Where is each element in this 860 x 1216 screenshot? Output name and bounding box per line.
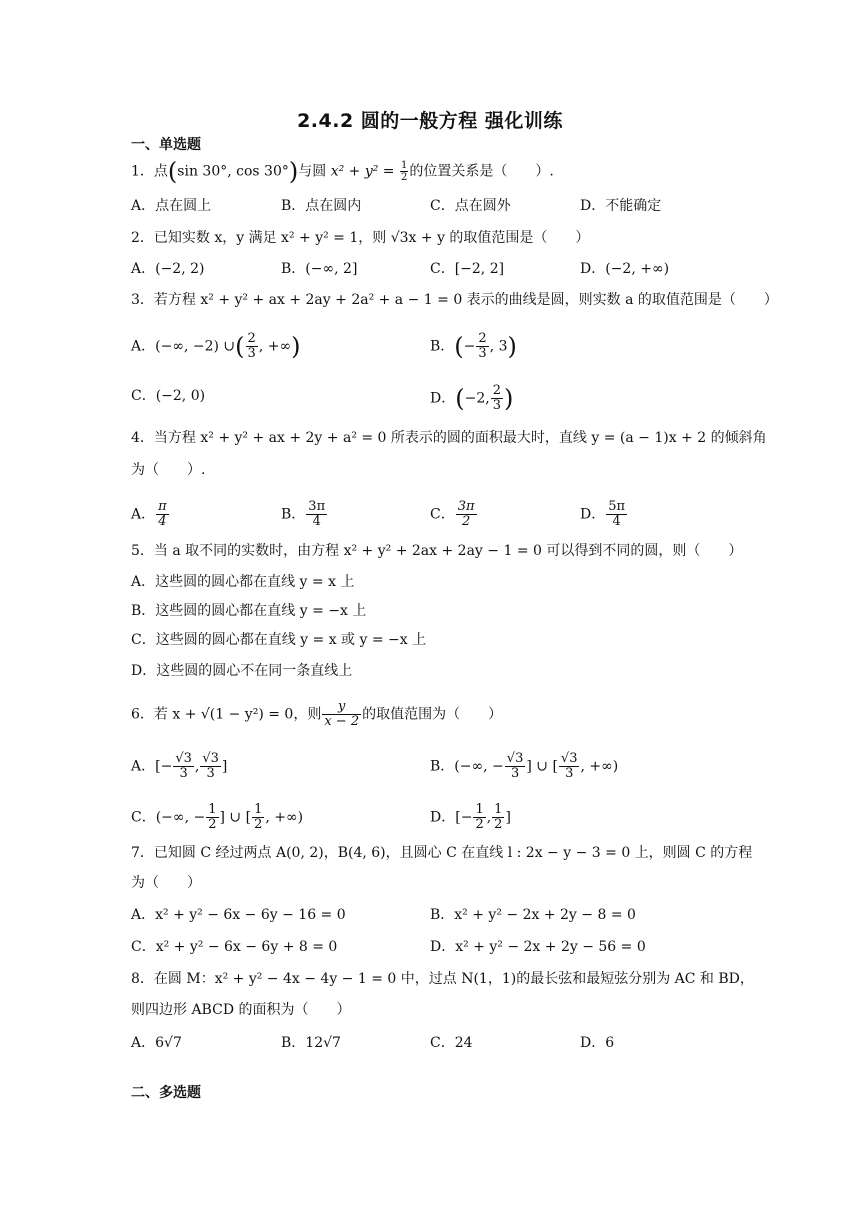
question-5-stem: 5．当 a 取不同的实数时，由方程 x² + y² + 2ax + 2ay − 1 = 0 可以得到不同的圆，则（ ） (131, 543, 743, 559)
section-single-choice: 一、单选题 (131, 137, 201, 153)
q7-option-a[interactable]: A．x² + y² − 6x − 6y − 16 = 0 (131, 907, 346, 923)
q2-option-d[interactable]: D．(−2, +∞) (580, 261, 670, 277)
q4-option-b[interactable]: B． $\frac{3\pi}{4}$ (281, 499, 326, 529)
question-1-stem: 1．点(sin 30°, cos 30°)与圆 x² + y² = $\frac{1}{2}$ 的位置关系是（ ）. (131, 157, 554, 186)
question-3-stem: 3．若方程 x² + y² + ax + 2ay + 2a² + a − 1 = 0 表示的曲线是圆，则实数 a 的取值范围是（ ） (131, 292, 778, 308)
q6-option-a[interactable]: A．[− $\frac{√3}{3}$ , $\frac{√3}{3}$ ] (131, 751, 228, 781)
q7-option-c[interactable]: C．x² + y² − 6x − 6y + 8 = 0 (131, 939, 338, 955)
page-title: 2.4.2 圆的一般方程 强化训练 (297, 110, 563, 132)
q4-option-c[interactable]: C． $\frac{3\pi}{2}$ (430, 499, 475, 529)
q8-option-d[interactable]: D．6 (580, 1035, 615, 1051)
q4-option-d[interactable]: D． $\frac{5\pi}{4}$ (580, 499, 626, 529)
question-8-stem-cont: 则四边形 ABCD 的面积为（ ） (131, 1002, 351, 1018)
q2-option-c[interactable]: C．[−2, 2] (430, 261, 505, 277)
question-2-stem: 2．已知实数 x，y 满足 x² + y² = 1，则 √3x + y 的取值范围是（ ） (131, 230, 590, 246)
q2-option-b[interactable]: B．(−∞, 2] (281, 261, 358, 277)
q1-option-b[interactable]: B．点在圆内 (281, 198, 362, 214)
q5-option-a[interactable]: A．这些圆的圆心都在直线 y = x 上 (131, 574, 355, 590)
q8-option-c[interactable]: C．24 (430, 1035, 473, 1051)
q1-option-d[interactable]: D．不能确定 (580, 198, 662, 214)
question-8-stem: 8．在圆 M：x² + y² − 4x − 4y − 1 = 0 中，过点 N(1，1)的最长弦和最短弦分别为 AC 和 BD， (131, 971, 754, 987)
q5-option-d[interactable]: D．这些圆的圆心不在同一条直线上 (131, 663, 353, 679)
question-7-stem-cont: 为（ ） (131, 875, 201, 891)
q6-option-c[interactable]: C．(−∞, − $\frac{1}{2}$ ] ∪ [ $\frac{1}{2}$ , +∞) (131, 802, 304, 832)
q3-option-a[interactable]: A．(−∞, −2) ∪( $\frac{2}{3}$ , +∞) (131, 331, 301, 361)
q1-option-a[interactable]: A．点在圆上 (131, 198, 212, 214)
q3-option-d[interactable]: D．(−2, $\frac{2}{3}$ ) (430, 383, 514, 413)
q6-option-b[interactable]: B．(−∞, − $\frac{√3}{3}$ ] ∪ [ $\frac{√3}{3}$ , +∞) (430, 751, 619, 781)
q3-option-b[interactable]: B．(− $\frac{2}{3}$ , 3) (430, 331, 517, 361)
q8-option-a[interactable]: A．6√7 (131, 1035, 182, 1051)
q3-option-c[interactable]: C．(−2, 0) (131, 388, 206, 404)
question-4-stem-cont: 为（ ）. (131, 462, 206, 478)
question-4-stem: 4．当方程 x² + y² + ax + 2y + a² = 0 所表示的圆的面积最大时，直线 y = (a − 1)x + 2 的倾斜角 (131, 430, 767, 446)
q2-option-a[interactable]: A．(−2, 2) (131, 261, 205, 277)
q5-option-b[interactable]: B．这些圆的圆心都在直线 y = −x 上 (131, 603, 367, 619)
q4-option-a[interactable]: A． $\frac{\pi}{4}$ (131, 499, 167, 529)
q8-option-b[interactable]: B．12√7 (281, 1035, 341, 1051)
question-6-stem: 6．若 x + √(1 − y²) = 0，则 $\frac{y}{x - 2}$ 的取值范围为（ ） (131, 699, 503, 729)
q7-option-b[interactable]: B．x² + y² − 2x + 2y − 8 = 0 (430, 907, 636, 923)
q1-option-c[interactable]: C．点在圆外 (430, 198, 511, 214)
q6-option-d[interactable]: D．[− $\frac{1}{2}$ , $\frac{1}{2}$ ] (430, 802, 511, 832)
question-7-stem: 7．已知圆 C 经过两点 A(0, 2)，B(4, 6)，且圆心 C 在直线 l : 2x − y − 3 = 0 上，则圆 C 的方程 (131, 845, 753, 861)
q7-option-d[interactable]: D．x² + y² − 2x + 2y − 56 = 0 (430, 939, 646, 955)
q5-option-c[interactable]: C．这些圆的圆心都在直线 y = x 或 y = −x 上 (131, 632, 427, 648)
section-multi-choice: 二、多选题 (131, 1085, 201, 1101)
